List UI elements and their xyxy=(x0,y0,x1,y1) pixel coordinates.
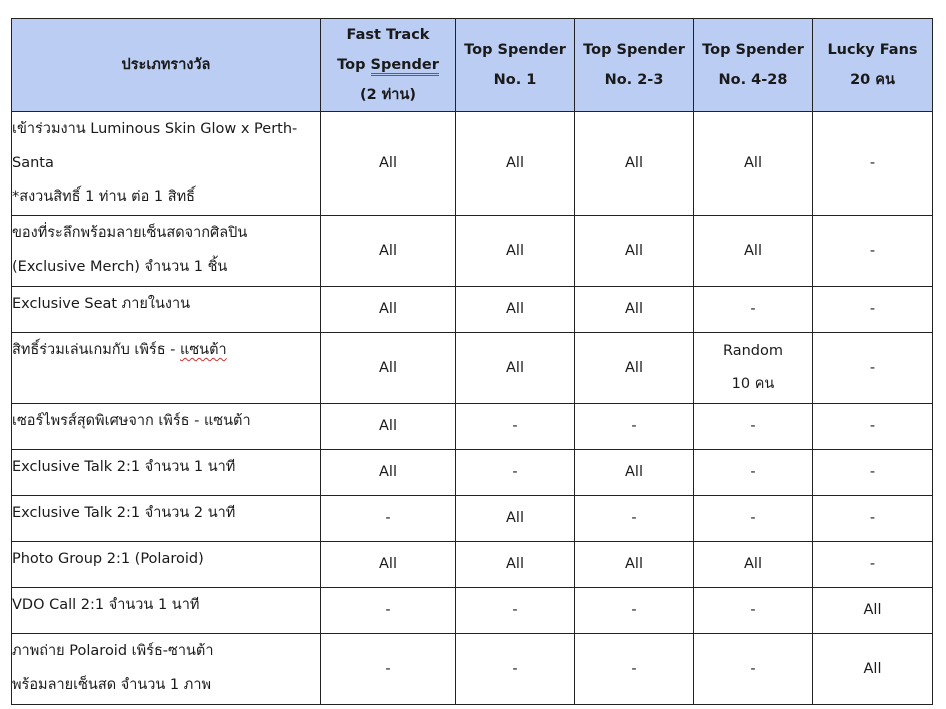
reward-value-cell: - xyxy=(575,634,694,705)
reward-description xyxy=(12,588,321,634)
table-row xyxy=(12,634,933,705)
reward-description xyxy=(12,112,321,216)
reward-value-cell: - xyxy=(813,112,933,216)
header-fast-track xyxy=(321,19,456,112)
reward-value-cell: All xyxy=(694,112,813,216)
reward-description-line: Exclusive Talk 2:1 จำนวน 2 นาที xyxy=(12,505,236,521)
reward-value-cell: - xyxy=(694,450,813,496)
header-row xyxy=(12,19,933,112)
grammar-marked-word: Spender xyxy=(371,57,439,76)
reward-value-cell: All xyxy=(694,216,813,287)
reward-value-cell: All xyxy=(575,333,694,404)
reward-value-cell: All xyxy=(321,112,456,216)
reward-value-cell: All xyxy=(575,216,694,287)
reward-description-line: Santa xyxy=(12,155,54,171)
reward-description xyxy=(12,450,321,496)
reward-value-cell: - xyxy=(456,588,575,634)
header-top-spender-2-3 xyxy=(575,19,694,112)
reward-value-cell: All xyxy=(321,216,456,287)
reward-value-cell: - xyxy=(456,404,575,450)
reward-value-cell: - xyxy=(813,542,933,588)
reward-value-cell: All xyxy=(321,450,456,496)
header-top-spender-1-line2: No. 1 xyxy=(493,72,537,88)
reward-value-cell: All xyxy=(456,216,575,287)
reward-value-cell: All xyxy=(575,112,694,216)
reward-value-cell: All xyxy=(575,450,694,496)
reward-description-line: พร้อมลายเซ็นสด จำนวน 1 ภาพ xyxy=(12,677,212,693)
header-lucky-fans-line2: 20 คน xyxy=(850,72,895,88)
spellcheck-marked-word: แซนต้า xyxy=(180,342,227,358)
header-reward-type: ประเภทรางวัล xyxy=(12,19,321,112)
document-page xyxy=(11,18,933,705)
header-top-spender-4-28-line2: No. 4-28 xyxy=(718,72,788,88)
table-row xyxy=(12,216,933,287)
reward-value-cell: - xyxy=(321,588,456,634)
reward-value-cell: - xyxy=(813,287,933,333)
reward-value-cell: All xyxy=(575,542,694,588)
reward-value-line: 10 คน xyxy=(731,376,775,392)
table-row xyxy=(12,112,933,216)
reward-value-cell: - xyxy=(456,450,575,496)
reward-value-cell: - xyxy=(456,634,575,705)
reward-value-cell: - xyxy=(813,333,933,404)
header-fast-track-line2-text xyxy=(337,57,439,76)
table-row xyxy=(12,542,933,588)
table-row xyxy=(12,450,933,496)
reward-value-cell: All xyxy=(456,112,575,216)
reward-value-cell: - xyxy=(321,634,456,705)
table-row xyxy=(12,404,933,450)
reward-value-cell: All xyxy=(575,287,694,333)
reward-value-cell: All xyxy=(456,333,575,404)
header-top-spender-1 xyxy=(456,19,575,112)
header-fast-track-word: Top xyxy=(337,57,371,73)
reward-description-line: (Exclusive Merch) จำนวน 1 ชิ้น xyxy=(12,259,228,275)
reward-description xyxy=(12,333,321,404)
reward-description-line: *สงวนสิทธิ์ 1 ท่าน ต่อ 1 สิทธิ์ xyxy=(12,189,195,205)
reward-value-cell: - xyxy=(575,588,694,634)
reward-description-line xyxy=(12,333,320,367)
reward-value-cell: All xyxy=(456,287,575,333)
header-top-spender-4-28-line1: Top Spender xyxy=(702,42,804,58)
reward-value-cell: - xyxy=(813,496,933,542)
reward-value-cell xyxy=(694,333,813,404)
reward-value-cell: All xyxy=(456,542,575,588)
header-top-spender-2-3-line1: Top Spender xyxy=(583,42,685,58)
reward-value-cell: All xyxy=(321,333,456,404)
header-fast-track-line3: (2 ท่าน) xyxy=(359,87,416,103)
reward-description-line: เข้าร่วมงาน Luminous Skin Glow x Perth- xyxy=(12,121,298,137)
reward-value-cell: All xyxy=(321,404,456,450)
reward-description-line: เซอร์ไพรส์สุดพิเศษจาก เพิร์ธ - แซนต้า xyxy=(12,413,251,429)
header-lucky-fans xyxy=(813,19,933,112)
reward-description xyxy=(12,542,321,588)
table-row xyxy=(12,496,933,542)
reward-description-prefix: สิทธิ์ร่วมเล่นเกมกับ เพิร์ธ - xyxy=(12,342,180,358)
table-body xyxy=(12,112,933,705)
header-lucky-fans-line1: Lucky Fans xyxy=(827,42,918,58)
reward-value-cell: - xyxy=(575,496,694,542)
reward-value-cell: - xyxy=(694,287,813,333)
reward-value-cell: - xyxy=(694,588,813,634)
reward-value-cell: - xyxy=(694,404,813,450)
reward-description-line: Photo Group 2:1 (Polaroid) xyxy=(12,551,204,567)
reward-description xyxy=(12,634,321,705)
rewards-table xyxy=(11,18,933,705)
reward-description xyxy=(12,404,321,450)
reward-value-cell: - xyxy=(694,496,813,542)
reward-value-cell: All xyxy=(321,542,456,588)
reward-description-line: ภาพถ่าย Polaroid เพิร์ธ-ซานต้า xyxy=(12,643,214,659)
reward-description xyxy=(12,216,321,287)
reward-description-line: ของที่ระลึกพร้อมลายเซ็นสดจากศิลปิน xyxy=(12,225,248,241)
reward-value-cell: - xyxy=(813,216,933,287)
reward-value-cell: All xyxy=(456,496,575,542)
table-row xyxy=(12,333,933,404)
reward-description xyxy=(12,496,321,542)
reward-value-cell: - xyxy=(321,496,456,542)
header-top-spender-4-28 xyxy=(694,19,813,112)
reward-description-line: Exclusive Seat ภายในงาน xyxy=(12,296,191,312)
reward-value-cell: All xyxy=(813,634,933,705)
reward-value-cell: All xyxy=(694,542,813,588)
reward-description-line: VDO Call 2:1 จำนวน 1 นาที xyxy=(12,597,200,613)
reward-value-cell: - xyxy=(813,450,933,496)
header-fast-track-line1: Fast Track xyxy=(346,27,430,43)
reward-value-cell: All xyxy=(321,287,456,333)
reward-value-cell: - xyxy=(813,404,933,450)
reward-description xyxy=(12,287,321,333)
reward-value-cell: All xyxy=(813,588,933,634)
reward-value-cell: - xyxy=(575,404,694,450)
header-fast-track-line2 xyxy=(321,50,455,80)
table-row xyxy=(12,287,933,333)
reward-description-line: Exclusive Talk 2:1 จำนวน 1 นาที xyxy=(12,459,236,475)
header-top-spender-1-line1: Top Spender xyxy=(464,42,566,58)
reward-value-cell: - xyxy=(694,634,813,705)
reward-value-line: Random xyxy=(722,343,784,359)
table-row xyxy=(12,588,933,634)
header-top-spender-2-3-line2: No. 2-3 xyxy=(604,72,664,88)
